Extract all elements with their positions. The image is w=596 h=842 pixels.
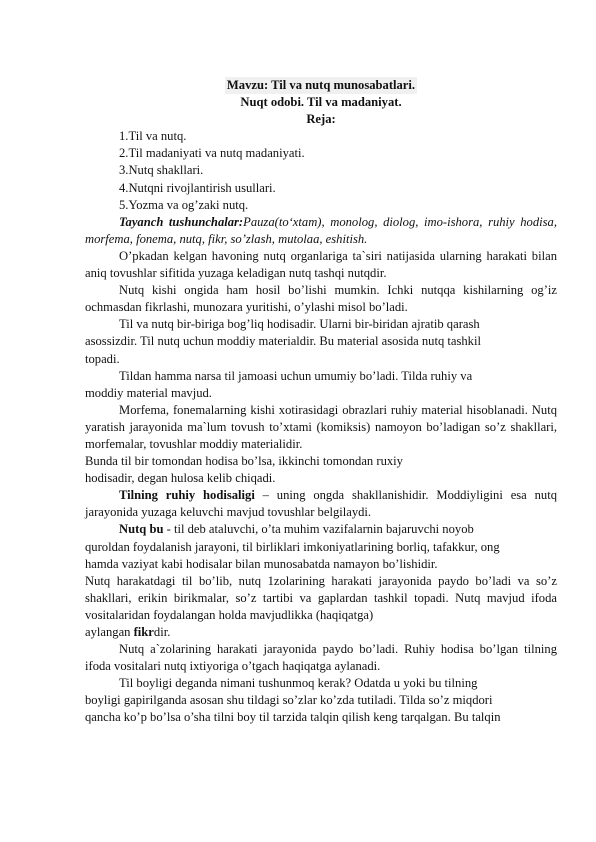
term: Tilning ruhiy hodisaligi xyxy=(119,488,255,503)
paragraph-line: Til va nutq bir-biriga bog’liq hodisadir. Ularni bir-biridan ajratib qarash xyxy=(119,317,480,332)
paragraph-text: aylangan xyxy=(85,625,134,639)
document-page xyxy=(85,77,557,727)
list-item: 5.Yozma va og’zaki nutq. xyxy=(119,197,249,212)
paragraph-line: qancha ko’p bo’lsa o’sha tilni boy til tarzida talqin qilish keng tarqalgan. Bu talqin xyxy=(85,710,501,725)
paragraph-text: dir. xyxy=(153,625,171,639)
list-item: 4.Nutqni rivojlantirish usullari. xyxy=(119,180,276,195)
paragraph-line: moddiy material mavjud. xyxy=(85,385,212,400)
plan-label: Reja: xyxy=(306,112,336,127)
paragraph-line: Tildan hamma narsa til jamoasi uchun umumiy bo’ladi. Tilda ruhiy va xyxy=(119,368,473,383)
paragraph: O’pkadan kelgan havoning nutq organlariga ta`siri natijasida ularning harakati bilan aniq tovushlar sifitida yuzaga keladigan nutq tashqi nutqdir. xyxy=(85,248,557,281)
paragraph-line: asossizdir. Til nutq uchun moddiy materialdir. Bu material asosida nutq tashkil xyxy=(85,334,481,349)
paragraph-line xyxy=(85,624,557,641)
paragraph xyxy=(85,487,557,521)
list-item: 2.Til madaniyati va nutq madaniyati. xyxy=(119,146,305,161)
paragraph-line xyxy=(85,521,557,538)
term: fikr xyxy=(133,625,154,639)
paragraph: Morfema, fonemalarning kishi xotirasidagi obrazlari ruhiy material hisoblanadi. Nutq yaratish jarayonida ma`lum tovush to’xtami (komiksis) namoyon bo’ladigan so’z shakllari, morfemalar, tovushlar moddiy materialidir. xyxy=(85,402,557,451)
paragraph: Nutq kishi ongida ham hosil bo’lishi mumkin. Ichki nutqqa kishilarning og’iz ochmasdan fikrlashi, munozara yuritishi, o’ylashi misol bo’ladi. xyxy=(85,283,557,315)
paragraph-line: topadi. xyxy=(85,351,120,366)
paragraph-line: Til boyligi deganda nimani tushunmoq kerak? Odatda u yoki bu tilning xyxy=(119,676,478,691)
list-item: 3.Nutq shakllari. xyxy=(119,163,204,178)
list-item: 1.Til va nutq. xyxy=(119,129,187,144)
paragraph: Nutq harakatdagi til bo’lib, nutq 1zolarining harakati jarayonida paydo bo’ladi va so’z shakllari, erikin birikmalar, so’z tartibi va gaplardan tashkil topadi. Nutq mavjud ifoda vositalaridan foydalangan holda mavjudlikka (haqiqatga) xyxy=(85,573,557,622)
paragraph-text: - til deb ataluvchi, o’ta muhim vazifalarnin bajaruvchi noyob xyxy=(163,522,474,537)
paragraph-text: – uning ongda shakllanishidir. Moddiyligini esa nutq jarayonida yuzaga keluvchi mavjud tovushlar belgilaydi. xyxy=(85,488,557,520)
paragraph-line: hodisadir, degan hulosa kelib chiqadi. xyxy=(85,471,276,486)
keywords-label: Tayanch tushunchalar: xyxy=(119,214,244,229)
paragraph: Nutq a`zolarining harakati jarayonida paydo bo’ladi. Ruhiy hodisa bo’lgan tilning ifoda vositalari nutq ixtiyoriga o’tgach haqiqatga aylanadi. xyxy=(85,642,557,674)
paragraph-line: Bunda til bir tomondan hodisa bo’lsa, ikkinchi tomondan ruxiy xyxy=(85,454,403,469)
paragraph-line: hamda vaziyat kabi hodisalar bilan munosabatda namayon bo’lishidir. xyxy=(85,556,438,571)
topic-line xyxy=(85,77,557,94)
keywords-paragraph xyxy=(85,214,557,248)
subtitle: Nuqt odobi. Til va madaniyat. xyxy=(240,95,402,110)
topic-title: Mavzu: Til va nutq munosabatlari. xyxy=(225,77,417,94)
keywords-text: Pauza(to‘xtam), monolog, diolog, imo-ishora, ruhiy hodisa, morfema, fonema, nutq, fikr, so’zlash, mutolaa, eshitish. xyxy=(85,214,557,246)
term: Nutq bu xyxy=(119,522,164,537)
paragraph-line: quroldan foydalanish jarayoni, til birliklari imkoniyatlarining borliq, tafakkur, ong xyxy=(85,539,500,554)
paragraph-line: boyligi gapirilganda asosan shu tildagi so’zlar ko’zda tutiladi. Tilda so’z miqdori xyxy=(85,693,493,708)
plan-list xyxy=(85,128,557,213)
